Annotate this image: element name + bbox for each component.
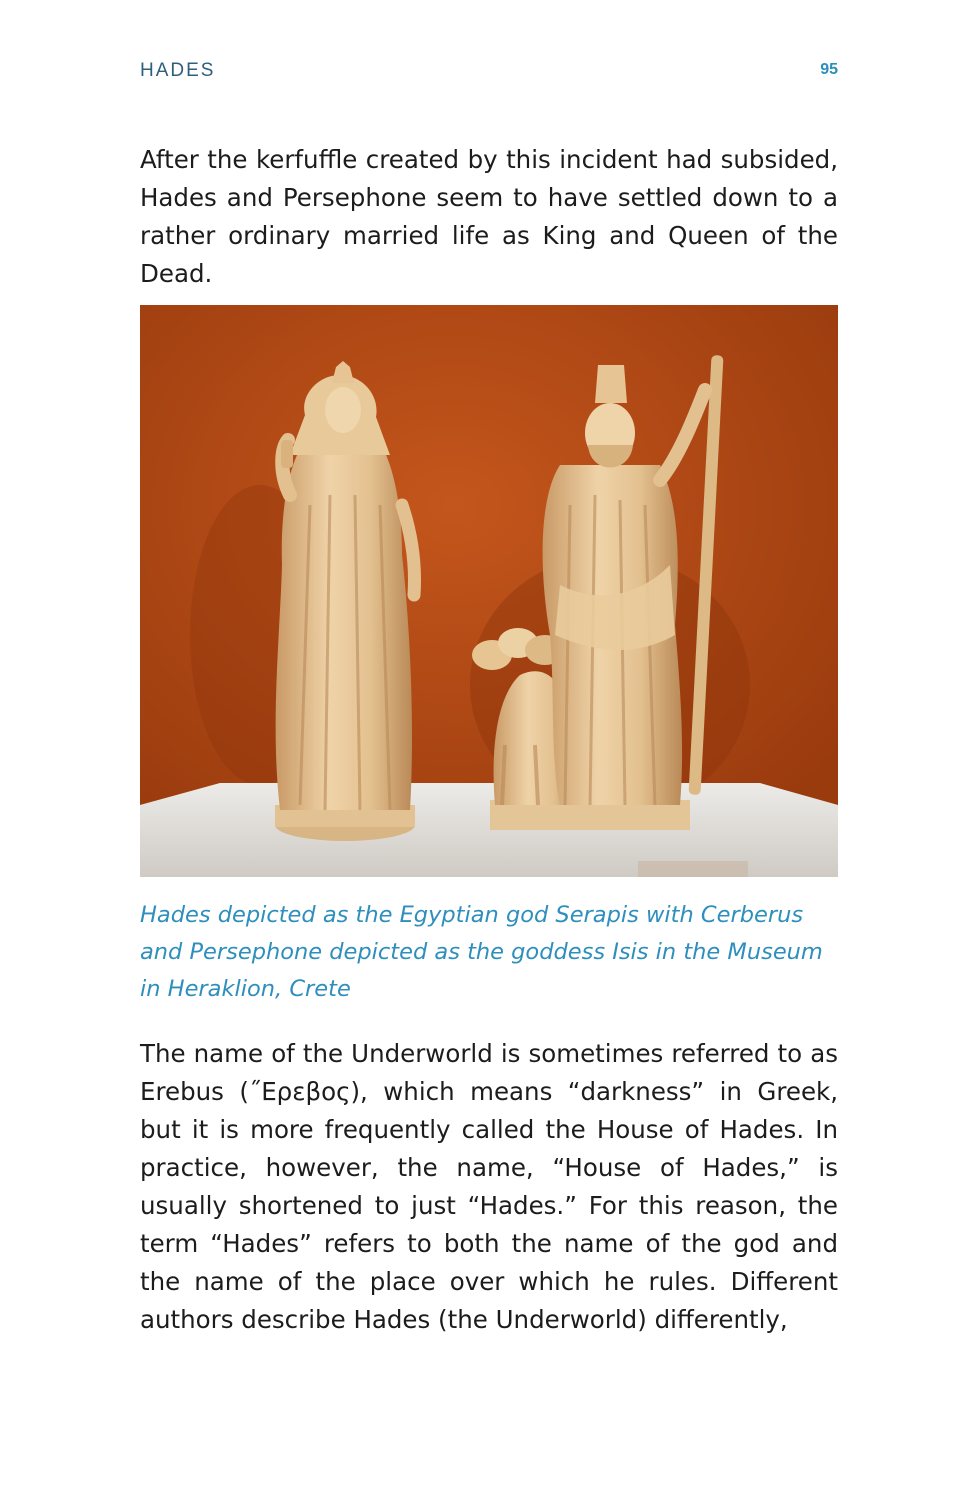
body-paragraph-1: After the kerfuffle created by this incident had subsided, Hades and Persephone seem to have settled down to a rather ordinary married life as King and Queen of the Dead. <box>140 145 838 288</box>
running-title: HADES <box>140 60 216 81</box>
statue-photograph <box>140 305 838 877</box>
museum-label-plaque <box>638 861 748 877</box>
figure-caption: Hades depicted as the Egyptian god Serapis with Cerberus and Persephone depicted as the goddess Isis in the Museum in Heraklion, Crete <box>140 902 823 1002</box>
page-number: 95 <box>820 61 838 78</box>
body-paragraph-2: The name of the Underworld is sometimes referred to as Erebus (˝Ερεβος), which means “darkness” in Greek, but it is more frequently called the House of Hades. In practice, however, the name, “House of Hades,” is usually shortened to just “Hades.” For this reason, the term “Hades” refers to both the name of the god and the name of the place over which he rules. Different authors describe Hades (the Underworld) differently, <box>140 1039 838 1334</box>
